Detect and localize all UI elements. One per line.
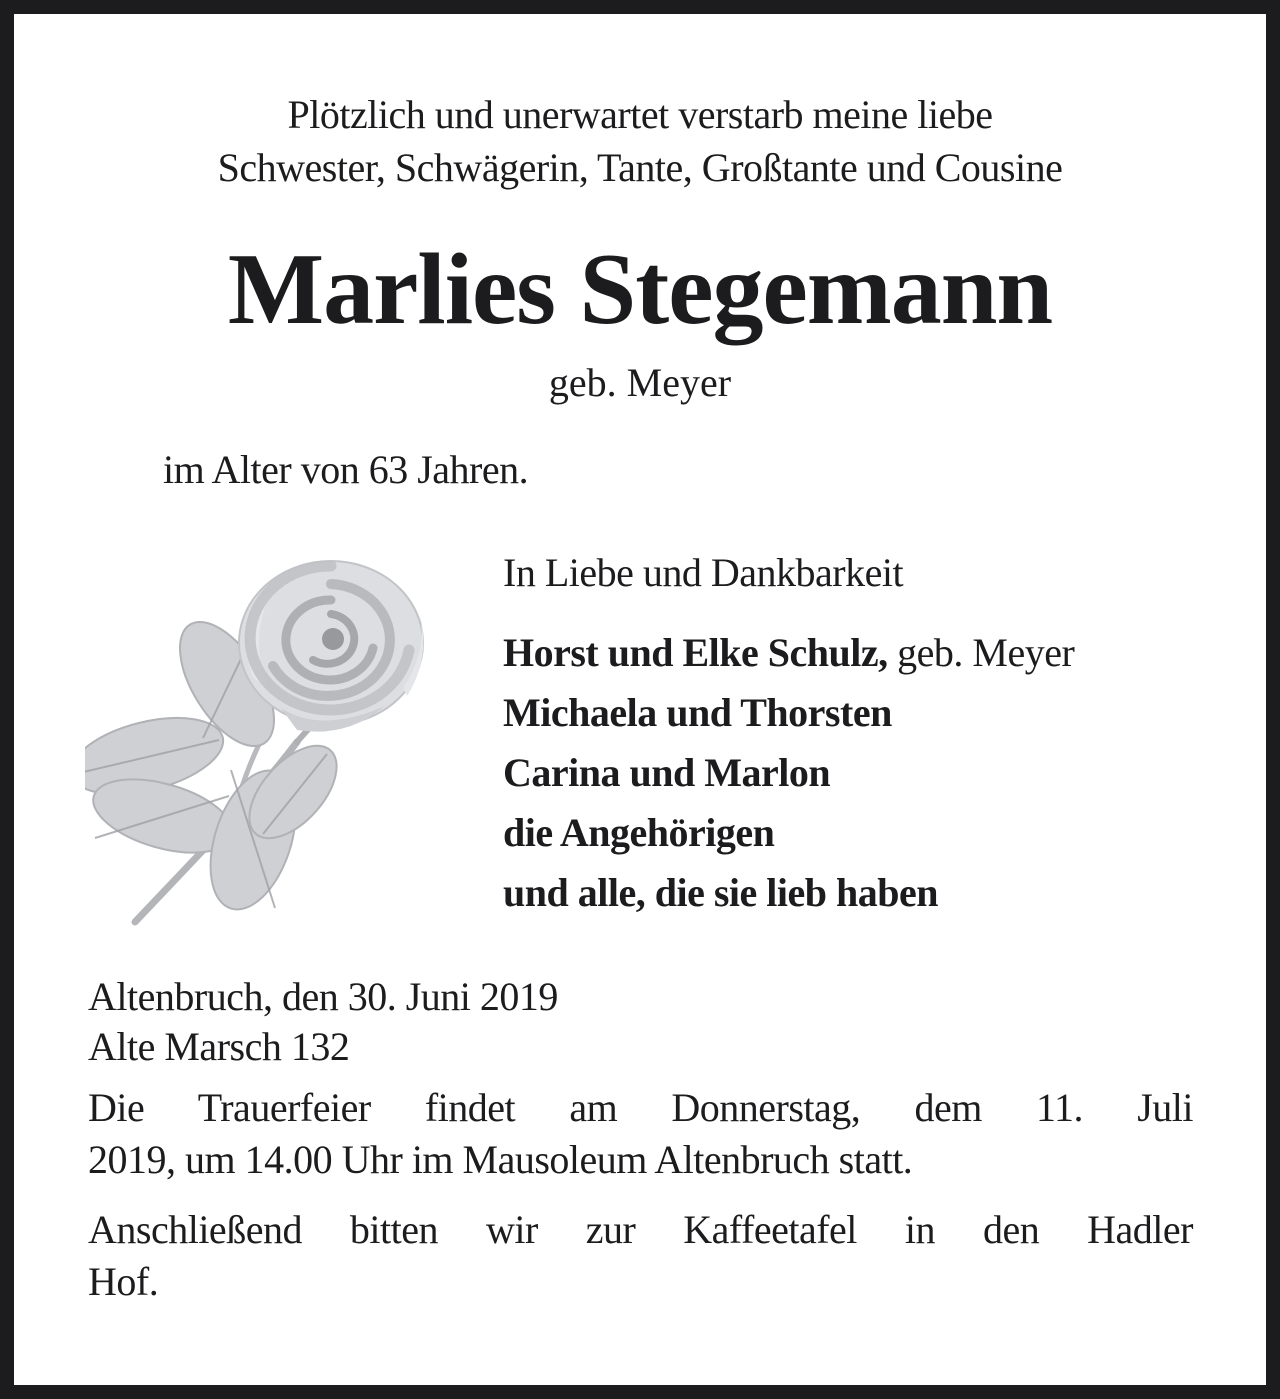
- place-date-block: [88, 972, 1193, 1072]
- address-line: Alte Marsch 132: [88, 1024, 350, 1069]
- mourner-names: Michaela und Thorsten: [503, 690, 892, 735]
- deceased-name: Marlies Stegemann: [227, 233, 1053, 346]
- age-line: im Alter von 63 Jahren.: [163, 447, 529, 492]
- intro-text: [14, 88, 1266, 194]
- mourner-names: und alle, die sie lieb haben: [503, 870, 938, 915]
- tribute-line: In Liebe und Dankbarkeit: [503, 550, 904, 595]
- maiden-name: geb. Meyer: [548, 360, 732, 405]
- rose-icon: [85, 548, 450, 943]
- mourners-block: [503, 549, 1220, 923]
- reception-info-paragraph: [88, 1204, 1193, 1308]
- place-date-line: Altenbruch, den 30. Juni 2019: [88, 974, 558, 1019]
- intro-line-2: Schwester, Schwägerin, Tante, Großtante und Cousine: [217, 145, 1063, 190]
- mourner-suffix: geb. Meyer: [887, 630, 1075, 675]
- funeral-info-paragraph: [88, 1082, 1193, 1186]
- mourner-names: Horst und Elke Schulz,: [503, 630, 888, 675]
- mourner-line: [503, 863, 1220, 923]
- mourner-line: [503, 683, 1220, 743]
- funeral-info-line-2: 2019, um 14.00 Uhr im Mausoleum Altenbruch statt.: [88, 1137, 913, 1182]
- mourner-names: die Angehörigen: [503, 810, 775, 855]
- reception-info-line-2: Hof.: [88, 1259, 159, 1304]
- mourner-line: [503, 623, 1220, 683]
- reception-info-line-1: Anschließend bitten wir zur Kaffeetafel in den Hadler: [88, 1207, 1193, 1252]
- mourner-names: Carina und Marlon: [503, 750, 831, 795]
- mourner-line: [503, 743, 1220, 803]
- mourner-line: [503, 803, 1220, 863]
- funeral-info-line-1: Die Trauerfeier findet am Donnerstag, dem 11. Juli: [88, 1085, 1193, 1130]
- intro-line-1: Plötzlich und unerwartet verstarb meine liebe: [287, 92, 993, 137]
